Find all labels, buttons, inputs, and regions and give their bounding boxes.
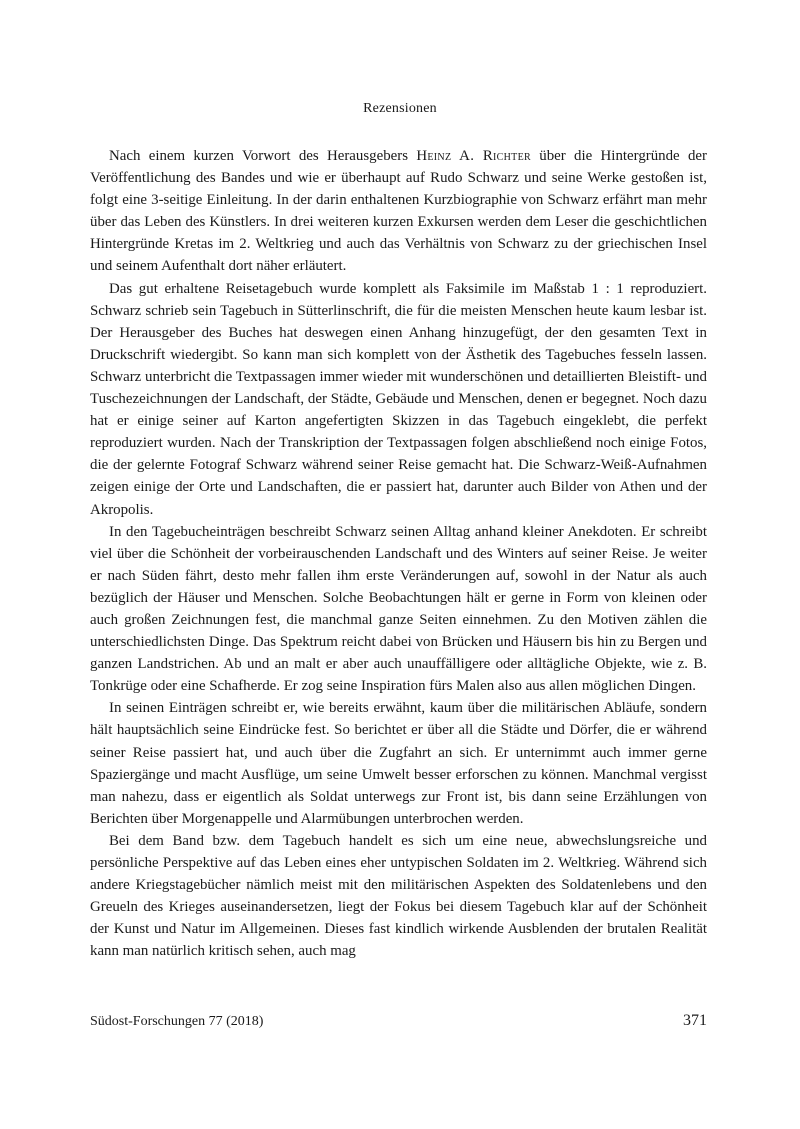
running-head-title: Rezensionen [363, 101, 437, 116]
paragraph-1 [90, 145, 707, 278]
journal-citation: Südost-Forschungen 77 (2018) [90, 1014, 264, 1029]
editor-name: Heinz A. Richter [416, 148, 531, 164]
paragraph-1-rest: über die Hintergründe der Veröffentlichung des Bandes und wie er überhaupt auf Rudo Schwarz und seine Werke gestoßen ist, folgt eine 3-seitige Einleitung. In der darin enthaltenen Kurzbiographie von Schwarz erfährt man mehr über das Leben des Künstlers. In drei weiteren kurzen Exkursen werden dem Leser die geschichtlichen Hintergründe Kretas im 2. Weltkrieg und auch das Verhältnis von Schwarz zu der griechischen Insel und seinem Aufenthalt dort näher erläutert. [90, 148, 707, 275]
paragraph-2: Das gut erhaltene Reisetagebuch wurde komplett als Faksimile im Maßstab 1 : 1 reproduziert. Schwarz schrieb sein Tagebuch in Sütterlinschrift, die für die meisten Menschen heute kaum lesbar ist. Der Herausgeber des Buches hat deswegen einen Anhang hinzugefügt, der den gesamten Text in Druckschrift wiedergibt. So kann man sich komplett von der Ästhetik des Tagebuches fesseln lassen. Schwarz unterbricht die Textpassagen immer wieder mit wunderschönen und detaillierten Bleistift- und Tuschezeichnungen der Landschaft, der Städte, Gebäude und Menschen, denen er begegnet. Noch dazu hat er einige seiner auf Karton angefertigten Skizzen in das Tagebuch eingeklebt, die perfekt reproduziert wurden. Nach der Transkription der Textpassagen folgen abschließend noch einige Fotos, die der gelernte Fotograf Schwarz während seiner Reise gemacht hat. Die Schwarz-Weiß-Aufnahmen zeigen einige der Orte und Landschaften, die er passiert hat, darunter auch Bilder von Athen und der Akropolis. [90, 280, 707, 518]
page-number: 371 [683, 1012, 707, 1029]
paragraph-4: In seinen Einträgen schreibt er, wie bereits erwähnt, kaum über die militärischen Abläufe, sondern hält hauptsächlich seine Eindrücke fest. So berichtet er über all die Städte und Dörfer, die er während seiner Reise passiert hat, und auch über die Zugfahrt an sich. Er unternimmt auch immer gerne Spaziergänge und macht Ausflüge, um seine Umwelt besser erforschen zu können. Manchmal vergisst man nahezu, dass er eigentlich als Soldat unterwegs zur Front ist, bis dann seine Erzählungen von Berichten über Morgenappelle und Alarmübungen unterbrochen werden. [90, 700, 707, 827]
paragraph-3: In den Tagebucheinträgen beschreibt Schwarz seinen Alltag anhand kleiner Anekdoten. Er schreibt viel über die Schönheit der vorbeirauschenden Landschaft und des Winters auf seiner Reise. Je weiter er nach Süden fährt, desto mehr fallen ihm erste Veränderungen auf, sowohl in der Natur als auch bezüglich der Häuser und Menschen. Solche Beobachtungen hält er gerne in Form von kleinen oder auch großen Zeichnungen fest, die manchmal ganze Seiten einnehmen. Zu den Motiven zählen die unterschiedlichsten Dinge. Das Spektrum reicht dabei von Brücken und Häusern bis hin zu Bergen und ganzen Landstrichen. Ab und an malt er aber auch unauffälligere oder alltägliche Objekte, wie z. B. Tonkrüge oder eine Schafherde. Er zog seine Inspiration fürs Malen also aus allen möglichen Dingen. [90, 523, 707, 695]
review-body [90, 145, 707, 962]
paragraph-5: Bei dem Band bzw. dem Tagebuch handelt es sich um eine neue, abwechslungsreiche und persönliche Perspektive auf das Leben eines eher untypischen Soldaten im 2. Weltkrieg. Während sich andere Kriegstagebücher nämlich meist mit den militärischen Aspekten des Soldatenlebens und den Greueln des Krieges auseinandersetzen, liegt der Fokus bei diesem Tagebuch klar auf der Schönheit der Kunst und Natur im Allgemeinen. Dieses fast kindlich wirkende Ausblenden der brutalen Realität kann man natürlich kritisch sehen, auch mag [90, 832, 707, 960]
paragraph-1-lead: Nach einem kurzen Vorwort des Herausgebers [109, 148, 417, 164]
